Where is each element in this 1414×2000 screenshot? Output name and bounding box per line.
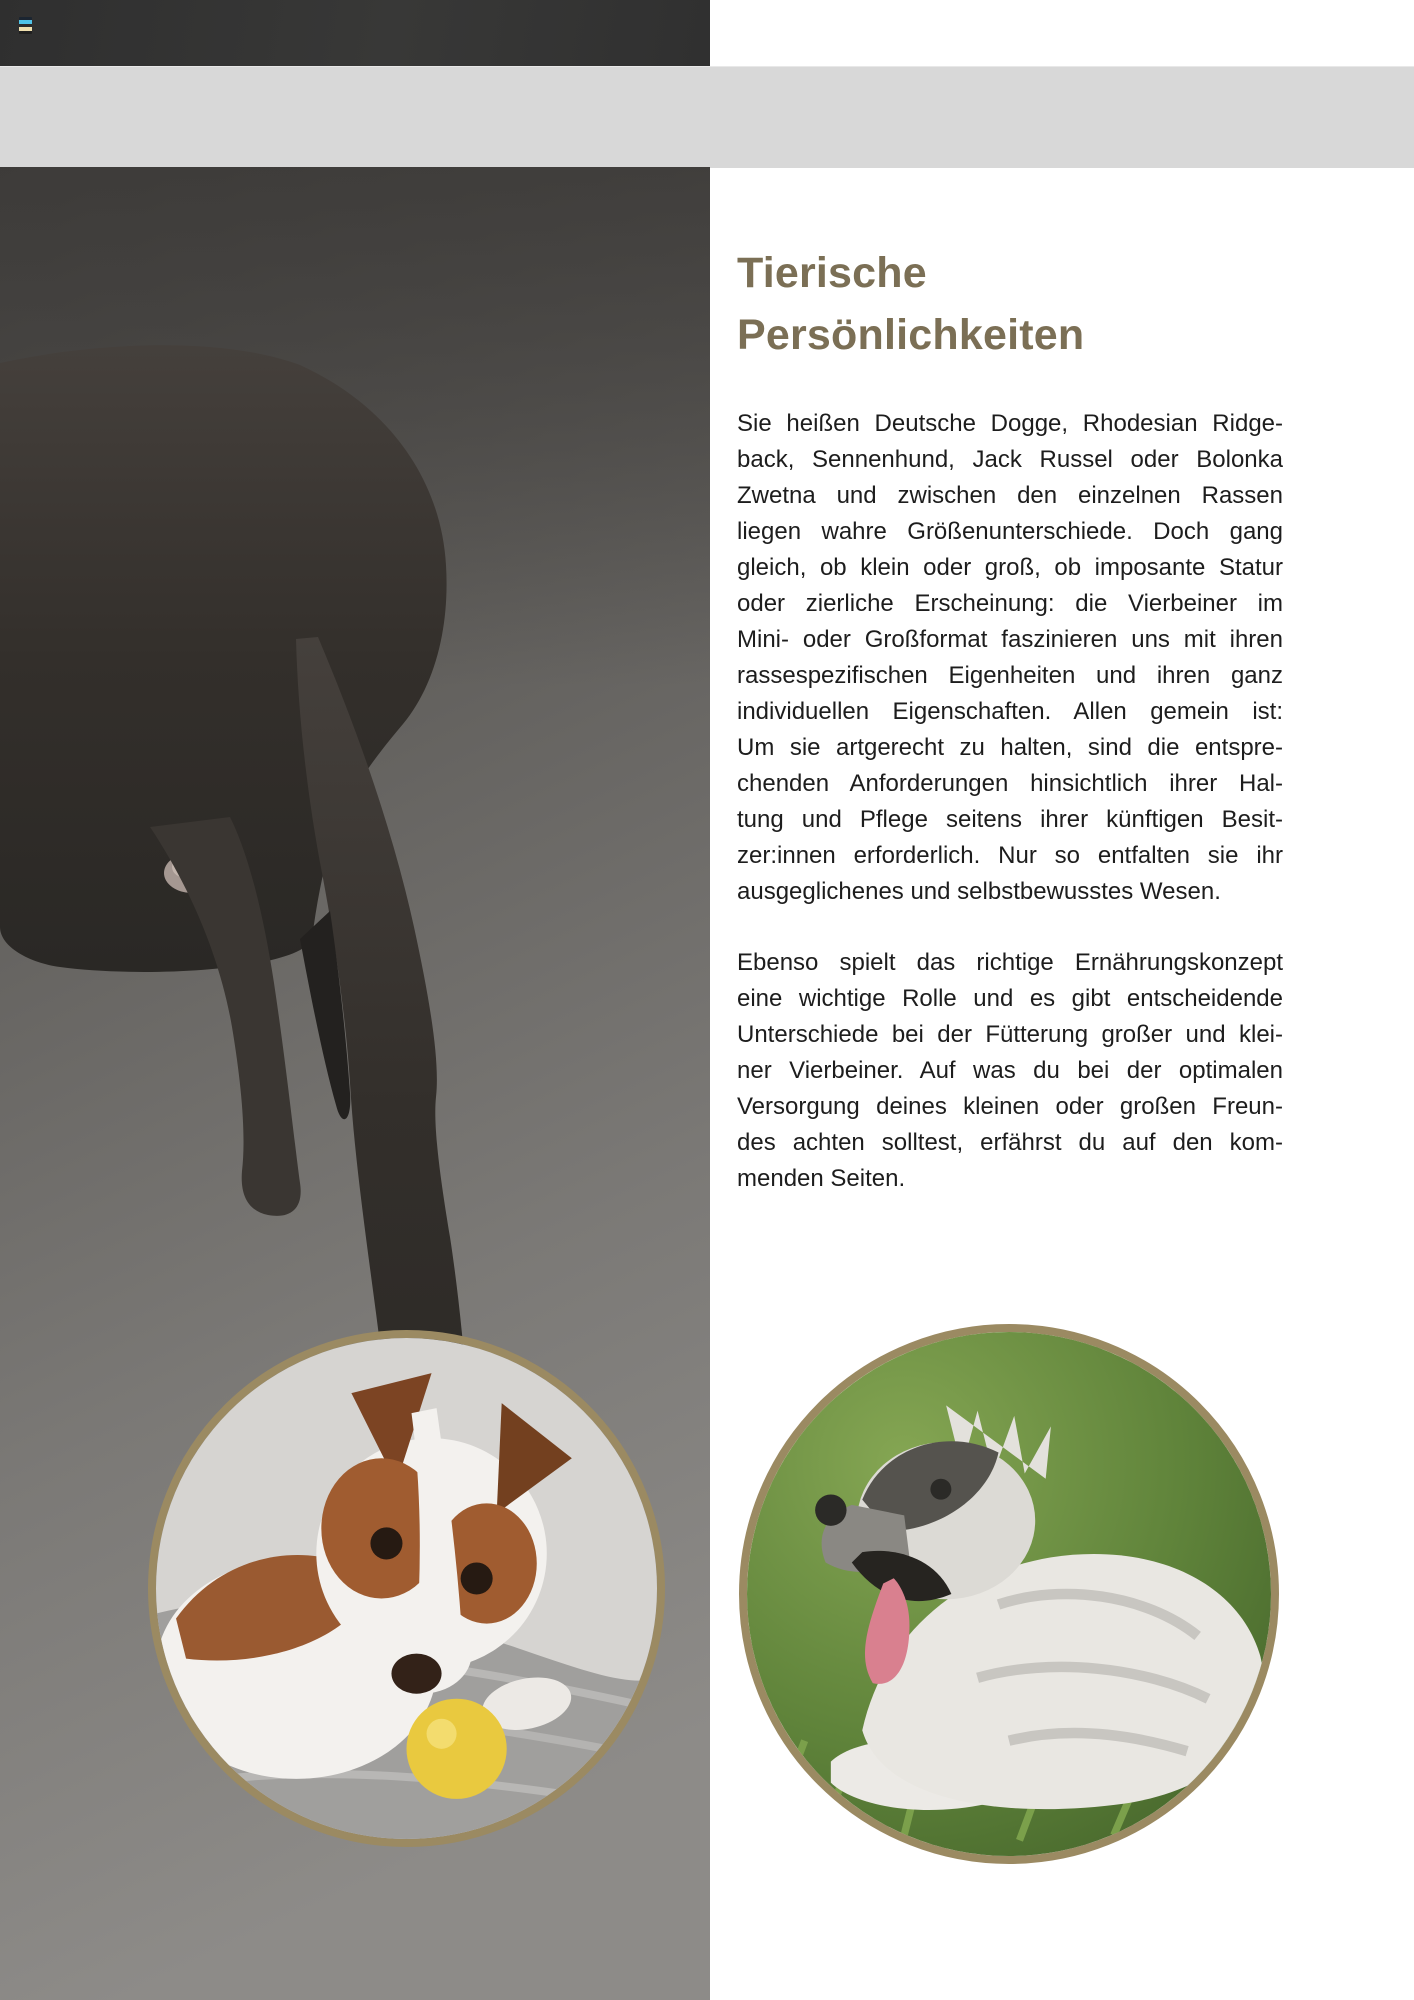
text-line: des achten solltest, erfährst du auf den kom-	[737, 1129, 1283, 1156]
text-line: oder zierliche Erscheinung: die Vierbeiner im	[737, 590, 1283, 617]
eye	[930, 1479, 951, 1500]
text-line: zer:innen erforderlich. Nur so entfalten sie ihr	[737, 842, 1283, 869]
text-line: ner Vierbeiner. Auf was du bei der optimalen	[737, 1057, 1283, 1084]
text-line: Unterschiede bei der Fütterung großer und klei-	[737, 1021, 1283, 1048]
eye	[461, 1562, 493, 1594]
text-line: tung und Pflege seitens ihrer künftigen Besit-	[737, 806, 1283, 833]
text-line: individuellen Eigenschaften. Allen gemein ist:	[737, 698, 1283, 725]
intro-paragraph	[737, 406, 1283, 910]
text-line: Um sie artgerecht zu halten, sind die entspre-	[737, 734, 1283, 761]
text-line: menden Seiten.	[737, 1165, 906, 1192]
text-line: Mini- oder Großformat faszinieren uns mit ihren	[737, 626, 1283, 653]
shepherd-dog-illustration	[747, 1332, 1271, 1856]
text-line: chenden Anforderungen hinsichtlich ihrer Hal-	[737, 770, 1283, 797]
jack-russell-photo	[148, 1330, 665, 1847]
text-line: Sie heißen Deutsche Dogge, Rhodesian Ridge-	[737, 410, 1283, 437]
yellow-ball	[407, 1699, 507, 1799]
jack-russell-illustration	[156, 1338, 657, 1839]
page-title-line: Persönlichkeiten	[737, 311, 1085, 359]
color-stripe	[19, 31, 32, 34]
text-line: rassespezifischen Eigenheiten und ihren ganz	[737, 662, 1283, 689]
page-title	[737, 242, 1297, 366]
eye	[370, 1527, 402, 1559]
top-dark-bar	[0, 0, 710, 66]
nutrition-paragraph	[737, 945, 1283, 1197]
color-bars-icon	[19, 17, 32, 34]
text-line: Ebenso spielt das richtige Ernährungskonzept	[737, 949, 1283, 976]
page-title-line: Tierische	[737, 249, 927, 297]
gray-band	[0, 66, 1414, 168]
text-line: liegen wahre Größenunterschiede. Doch gang	[737, 518, 1283, 545]
text-line: back, Sennenhund, Jack Russel oder Bolonka	[737, 446, 1283, 473]
text-line: ausgeglichenes und selbstbewusstes Wesen.	[737, 878, 1221, 905]
text-line: Zwetna und zwischen den einzelnen Rassen	[737, 482, 1283, 509]
nose	[815, 1494, 846, 1525]
text-line: eine wichtige Rolle und es gibt entscheidende	[737, 985, 1283, 1012]
shepherd-dog-photo	[739, 1324, 1279, 1864]
text-line: Versorgung deines kleinen oder großen Freun-	[737, 1093, 1283, 1120]
nose	[391, 1654, 441, 1694]
text-line: gleich, ob klein oder groß, ob imposante Statur	[737, 554, 1283, 581]
